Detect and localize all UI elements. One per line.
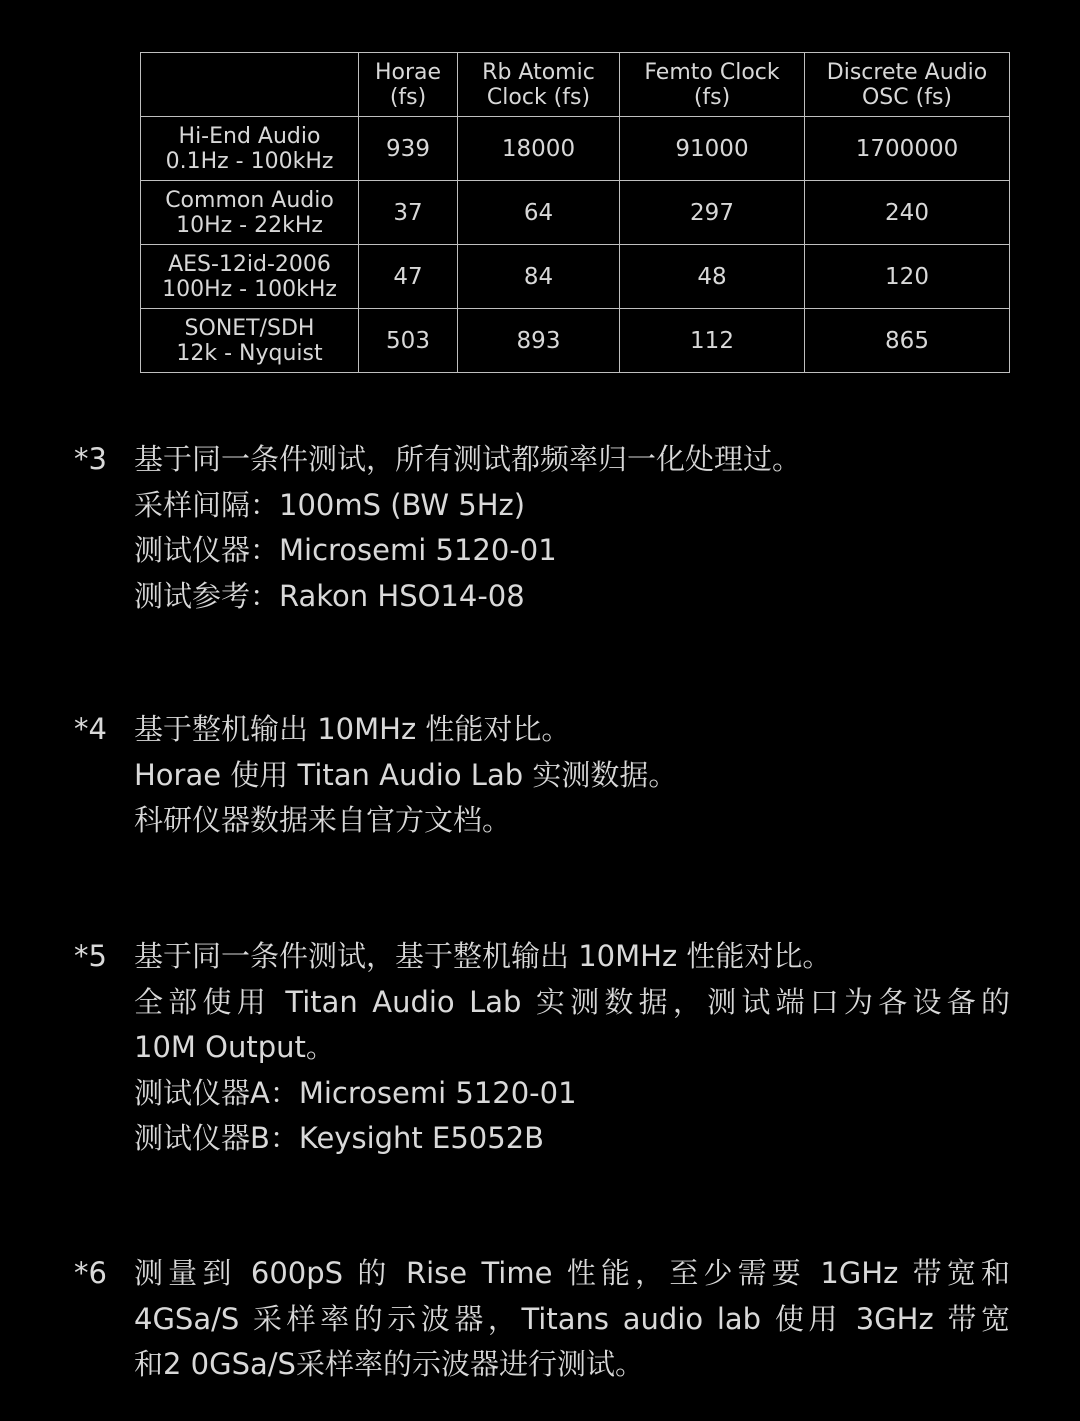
jitter-comparison-table <box>140 52 1010 373</box>
footnote-body <box>134 707 1010 844</box>
table-cell: 91000 <box>620 117 805 181</box>
header-text: Horae <box>374 59 442 85</box>
footnote-line: 和2 0GSa/S采样率的示波器进行测试。 <box>134 1347 644 1381</box>
header-unit: (fs) <box>693 84 731 110</box>
footnote-6 <box>74 1251 1010 1388</box>
footnote-line: 科研仪器数据来自官方文档。 <box>134 803 512 837</box>
header-text: Rb Atomic <box>482 59 595 85</box>
footnote-line: 测量到 600pS 的 Rise Time 性能，至少需要 1GHz 带宽和 <box>134 1256 1010 1290</box>
table-cell: 48 <box>620 245 805 309</box>
row-label-name: AES-12id-2006 <box>168 251 331 277</box>
footnote-line: 采样间隔：100mS (BW 5Hz) <box>134 487 526 522</box>
table-cell: 84 <box>458 245 620 309</box>
row-label-range: 10Hz - 22kHz <box>176 212 323 238</box>
row-label <box>141 245 359 309</box>
table-row <box>141 181 1010 245</box>
table-cell: 865 <box>805 309 1010 373</box>
footnote-5 <box>74 934 1010 1162</box>
footnote-body <box>134 437 1010 619</box>
table-row <box>141 309 1010 373</box>
footnote-4 <box>74 707 1010 844</box>
table-cell: 893 <box>458 309 620 373</box>
footnote-line: 测试参考：Rakon HSO14-08 <box>134 578 525 613</box>
footnote-line: 基于整机输出 10MHz 性能对比。 <box>134 712 571 746</box>
footnote-line: 全部使用 Titan Audio Lab 实测数据，测试端口为各设备的 <box>134 984 1010 1019</box>
footnote-line: 测试仪器B：Keysight E5052B <box>134 1121 545 1155</box>
table-cell: 1700000 <box>805 117 1010 181</box>
footnote-line: Horae 使用 Titan Audio Lab 实测数据。 <box>134 757 678 792</box>
header-discrete-audio-osc <box>805 53 1010 117</box>
row-label <box>141 181 359 245</box>
table-row <box>141 245 1010 309</box>
header-unit: Clock (fs) <box>486 84 591 110</box>
footnote-line: 基于同一条件测试，基于整机输出 10MHz 性能对比。 <box>134 939 832 973</box>
footnote-line: 10M Output。 <box>134 1030 335 1064</box>
footnote-line: 基于同一条件测试，所有测试都频率归一化处理过。 <box>134 442 802 476</box>
header-unit: (fs) <box>389 84 427 110</box>
table-header-row <box>141 53 1010 117</box>
footnote-marker: *6 <box>74 1256 107 1290</box>
row-label <box>141 117 359 181</box>
header-text: Femto Clock <box>644 59 780 85</box>
table-cell: 37 <box>359 181 458 245</box>
table-cell: 120 <box>805 245 1010 309</box>
row-label-range: 12k - Nyquist <box>176 340 323 366</box>
footnote-3 <box>74 437 1010 619</box>
header-femto-clock <box>620 53 805 117</box>
row-label-name: Hi-End Audio <box>178 123 321 149</box>
table-corner-cell <box>141 53 359 117</box>
footnote-line: 4GSa/S 采样率的示波器，Titans audio lab 使用 3GHz 带宽 <box>134 1301 1010 1336</box>
row-label-name: SONET/SDH <box>184 315 315 341</box>
table-cell: 47 <box>359 245 458 309</box>
table-cell: 503 <box>359 309 458 373</box>
row-label-name: Common Audio <box>165 187 334 213</box>
table-cell: 939 <box>359 117 458 181</box>
table-cell: 240 <box>805 181 1010 245</box>
footnote-line: 测试仪器A：Microsemi 5120-01 <box>134 1075 577 1110</box>
footnote-marker: *4 <box>74 712 107 746</box>
footnote-marker: *3 <box>74 442 107 476</box>
table-cell: 18000 <box>458 117 620 181</box>
table-cell: 297 <box>620 181 805 245</box>
row-label-range: 100Hz - 100kHz <box>162 276 337 302</box>
header-horae <box>359 53 458 117</box>
footnote-body <box>134 1251 1010 1388</box>
table-cell: 64 <box>458 181 620 245</box>
footnote-body <box>134 934 1010 1162</box>
row-label-range: 0.1Hz - 100kHz <box>165 148 334 174</box>
header-rb-atomic-clock <box>458 53 620 117</box>
header-unit: OSC (fs) <box>861 84 952 110</box>
row-label <box>141 309 359 373</box>
table-row <box>141 117 1010 181</box>
table-cell: 112 <box>620 309 805 373</box>
footnote-line: 测试仪器：Microsemi 5120-01 <box>134 533 557 567</box>
footnote-marker: *5 <box>74 939 107 973</box>
header-text: Discrete Audio <box>826 59 988 85</box>
